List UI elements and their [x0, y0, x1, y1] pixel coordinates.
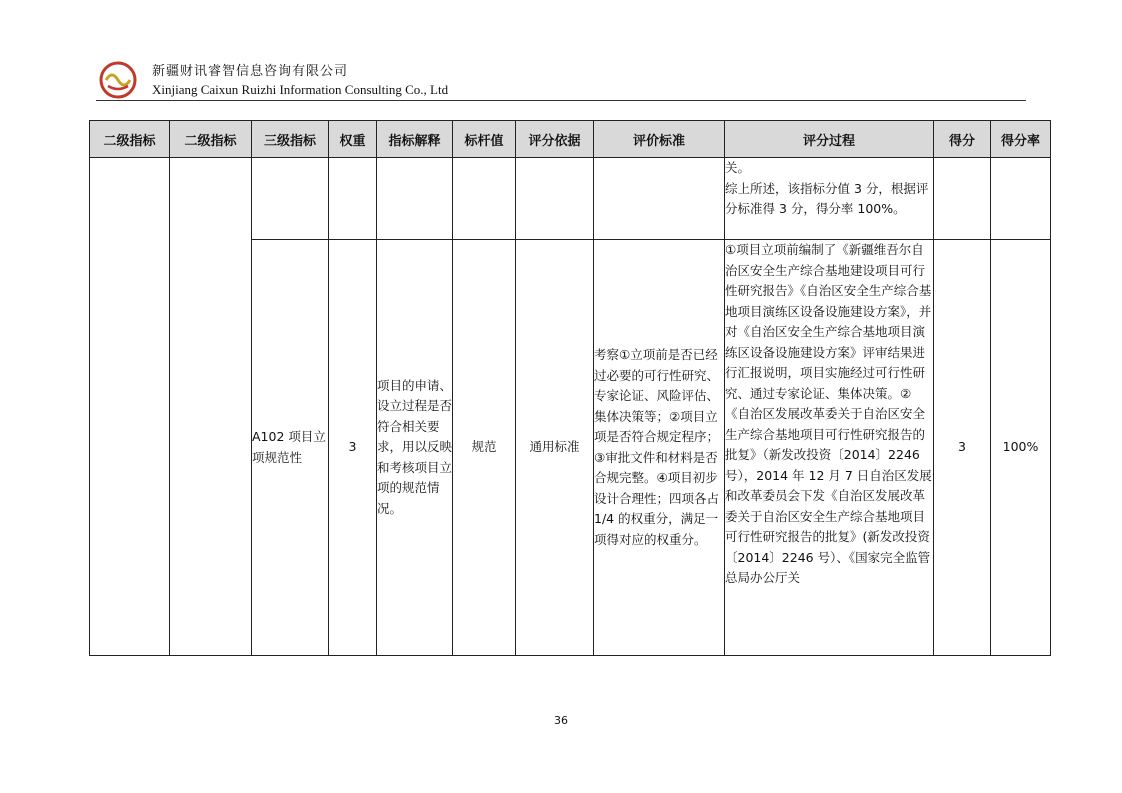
score-rate-cell: 100%: [991, 240, 1051, 656]
header-rule: [96, 100, 1026, 101]
empty-cell: [934, 158, 991, 240]
empty-cell: [594, 158, 725, 240]
empty-cell: [377, 158, 453, 240]
scoring-process-continued: 关。 综上所述，该指标分值 3 分，根据评分标准得 3 分，得分率 100%。: [725, 158, 934, 240]
company-logo-icon: [98, 60, 138, 100]
column-header: 三级指标: [252, 121, 329, 158]
column-header: 评价标准: [594, 121, 725, 158]
empty-cell: [991, 158, 1051, 240]
weight-cell: 3: [329, 240, 377, 656]
empty-cell: [329, 158, 377, 240]
benchmark-cell: 规范: [453, 240, 516, 656]
column-header: 二级指标: [170, 121, 252, 158]
table-header-row: [90, 121, 1051, 158]
empty-cell: [516, 158, 594, 240]
column-header: 二级指标: [90, 121, 170, 158]
level2-cell-empty: [90, 158, 170, 656]
company-name-cn: 新疆财讯睿智信息咨询有限公司: [152, 64, 349, 79]
column-header: 评分依据: [516, 121, 594, 158]
column-header: 标杆值: [453, 121, 516, 158]
document-header: [96, 56, 1026, 102]
evaluation-criteria: 考察①立项前是否已经过必要的可行性研究、专家论证、风险评估、集体决策等；②项目立项是否符合规定程序；③审批文件和材料是否合规完整。④项目初步设计合理性；四项各占 1/4 的权重分，满足一项得对应的权重分。: [594, 240, 725, 656]
column-header: 得分率: [991, 121, 1051, 158]
evaluation-table: [89, 120, 1051, 656]
score-cell: 3: [934, 240, 991, 656]
page-number: 36: [554, 714, 568, 727]
empty-cell: [453, 158, 516, 240]
scoring-basis: 通用标准: [516, 240, 594, 656]
level2-cell-empty: [170, 158, 252, 656]
empty-cell: [252, 158, 329, 240]
scoring-process: ①项目立项前编制了《新疆维吾尔自治区安全生产综合基地建设项目可行性研究报告》《自治区安全生产综合基地项目演练区设备设施建设方案》，并对《自治区安全生产综合基地项目演练区设备设施建设方案》评审结果进行汇报说明，项目实施经过可行性研究、通过专家论证、集体决策。②《自治区发展改革委关于自治区安全生产综合基地项目可行性研究报告的批复》（新发改投资〔2014〕2246 号），2014 年 12 月 7 日自治区发展和改革委员会下发《自治区发展改革委关于自治区安全生产综合基地项目可行性研究报告的批复》(新发改投资〔2014〕2246 号）、《国家完全监管总局办公厅关: [725, 240, 934, 656]
table-row-continued: [90, 158, 1051, 240]
column-header: 指标解释: [377, 121, 453, 158]
indicator-explanation: 项目的申请、设立过程是否符合相关要求，用以反映和考核项目立项的规范情况。: [377, 240, 453, 656]
column-header: 得分: [934, 121, 991, 158]
column-header: 评分过程: [725, 121, 934, 158]
column-header: 权重: [329, 121, 377, 158]
level3-indicator: A102 项目立项规范性: [252, 240, 329, 656]
company-name-en: Xinjiang Caixun Ruizhi Information Consulting Co., Ltd: [152, 82, 449, 97]
